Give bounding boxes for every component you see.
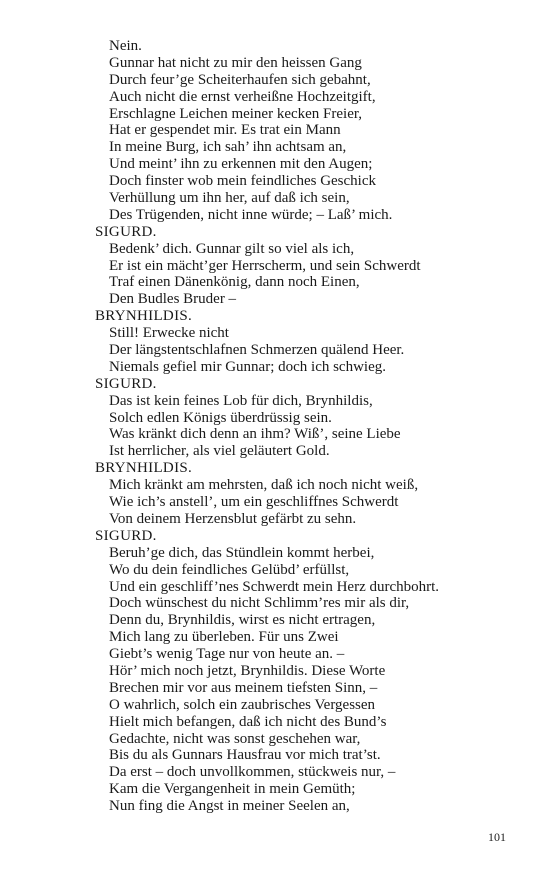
verse-line: Gunnar hat nicht zu mir den heissen Gang — [109, 54, 362, 71]
verse-line: Auch nicht die ernst verheißne Hochzeitgift, — [109, 88, 376, 105]
verse-line: Wo du dein feindliches Gelübd’ erfüllst, — [109, 561, 350, 578]
speaker-name: SIGURD. — [95, 375, 157, 392]
verse-line: Wie ich’s anstell’, um ein geschliffnes Schwerdt — [109, 494, 399, 511]
verse-line: Hielt mich befangen, daß ich nicht des Bund’s — [109, 713, 387, 730]
verse-line: Bedenk’ dich. Gunnar gilt so viel als ich, — [109, 240, 355, 257]
verse-line: Doch finster wob mein feindliches Geschick — [109, 173, 377, 190]
verse-line: Solch edlen Königs überdrüssig sein. — [109, 409, 332, 426]
verse-line: Bis du als Gunnars Hausfrau vor mich trat’st. — [109, 747, 381, 764]
verse-text-block — [95, 38, 535, 815]
verse-line: Und ein geschliff’nes Schwerdt mein Herz durchbohrt. — [109, 578, 440, 595]
verse-line: Niemals gefiel mir Gunnar; doch ich schwieg. — [109, 358, 387, 375]
verse-line: Mich lang zu überleben. Für uns Zwei — [109, 629, 339, 646]
verse-line: Da erst – doch unvollkommen, stückweis nur, – — [109, 764, 396, 781]
verse-line: Ist herrlicher, als viel geläutert Gold. — [109, 443, 330, 460]
verse-line: Was kränkt dich denn an ihm? Wiß’, seine Liebe — [109, 426, 401, 443]
verse-line: Doch wünschest du nicht Schlimm’res mir als dir, — [109, 595, 410, 612]
verse-line: Durch feur’ge Scheiterhaufen sich gebahnt, — [109, 71, 371, 88]
verse-line: Hat er gespendet mir. Es trat ein Mann — [109, 122, 341, 139]
verse-line: Das ist kein feines Lob für dich, Brynhildis, — [109, 392, 373, 409]
verse-line: Kam die Vergangenheit in mein Gemüth; — [109, 781, 356, 798]
verse-line: Er ist ein mächt’ger Herrscherm, und sein Schwerdt — [109, 257, 421, 274]
verse-line: Traf einen Dänenkönig, dann noch Einen, — [109, 274, 360, 291]
speaker-name: BRYNHILDIS. — [95, 308, 193, 325]
verse-line: Des Trügenden, nicht inne würde; – Laß’ mich. — [109, 206, 393, 223]
verse-line: Denn du, Brynhildis, wirst es nicht ertragen, — [109, 612, 376, 629]
verse-line: Still! Erwecke nicht — [109, 325, 229, 342]
verse-line: Gedachte, nicht was sonst geschehen war, — [109, 730, 361, 747]
verse-line: Von deinem Herzensblut gefärbt zu sehn. — [109, 510, 357, 527]
verse-line: Und meint’ ihn zu erkennen mit den Augen; — [109, 156, 373, 173]
verse-line: Erschlagne Leichen meiner kecken Freier, — [109, 105, 363, 122]
verse-line: Nein. — [109, 38, 142, 54]
verse-line: O wahrlich, solch ein zaubrisches Vergessen — [109, 696, 376, 713]
verse-line: Beruh’ge dich, das Stündlein kommt herbei, — [109, 544, 375, 561]
speaker-name: SIGURD. — [95, 527, 157, 544]
verse-line: Verhüllung um ihn her, auf daß ich sein, — [109, 190, 350, 207]
verse-line: In meine Burg, ich sah’ ihn achtsam an, — [109, 139, 347, 156]
verse-line: Nun fing die Angst in meiner Seelen an, — [109, 798, 350, 815]
verse-line: Den Budles Bruder – — [109, 291, 237, 308]
page-number: 101 — [488, 830, 506, 844]
verse-line: Hör’ mich noch jetzt, Brynhildis. Diese Worte — [109, 662, 386, 679]
verse-line: Der längstentschlafnen Schmerzen quälend Heer. — [109, 342, 405, 359]
speaker-name: SIGURD. — [95, 223, 157, 240]
speaker-name: BRYNHILDIS. — [95, 460, 193, 477]
verse-line: Brechen mir vor aus meinem tiefsten Sinn, – — [109, 679, 378, 696]
verse-line: Giebt’s wenig Tage nur von heute an. – — [109, 646, 345, 663]
verse-line: Mich kränkt am mehrsten, daß ich noch nicht weiß, — [109, 477, 419, 494]
